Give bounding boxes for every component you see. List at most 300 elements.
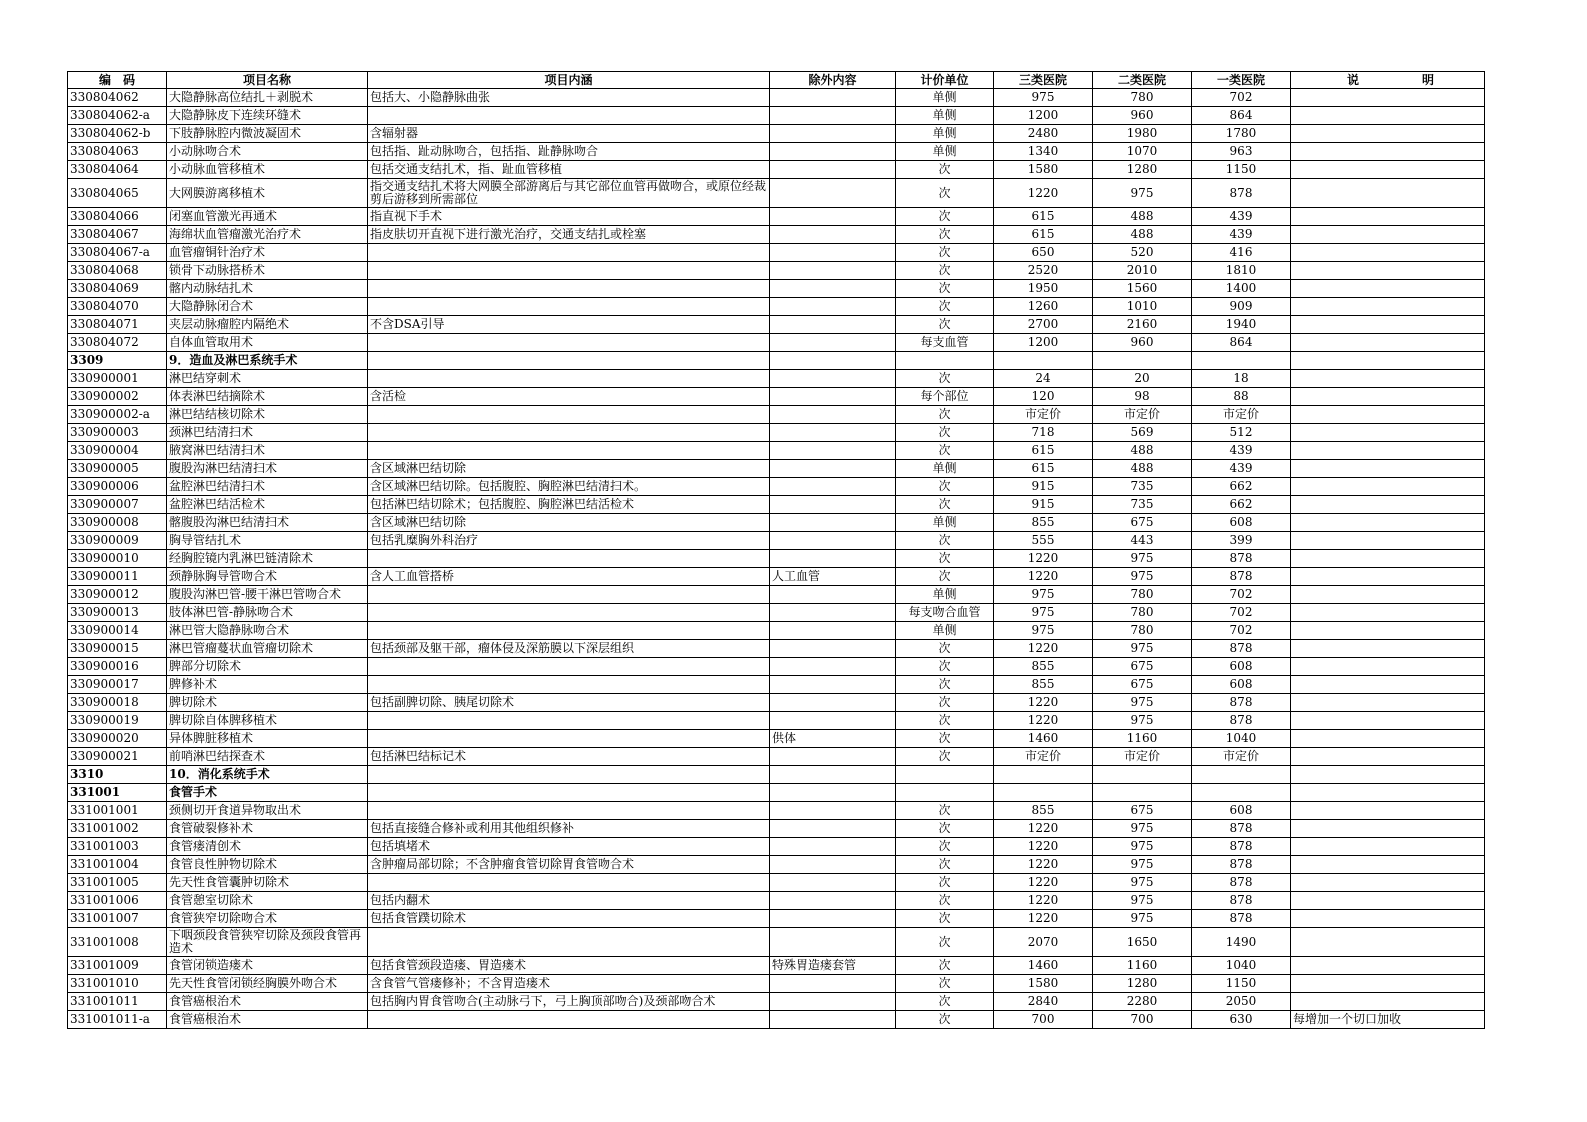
cell-note <box>1291 298 1485 316</box>
cell-exclude: 人工血管 <box>770 568 896 586</box>
cell-hosp3-price: 1580 <box>994 975 1093 993</box>
cell-hosp2-price: 443 <box>1093 532 1192 550</box>
header-code: 编 码 <box>68 72 167 89</box>
cell-note <box>1291 496 1485 514</box>
cell-hosp2-price: 975 <box>1093 640 1192 658</box>
cell-hosp1-price: 88 <box>1192 388 1291 406</box>
cell-hosp3-price: 915 <box>994 496 1093 514</box>
cell-hosp1-price <box>1192 352 1291 370</box>
cell-hosp1-price: 512 <box>1192 424 1291 442</box>
table-row <box>68 125 1485 143</box>
cell-unit: 次 <box>896 928 994 957</box>
cell-name: 腋窝淋巴结清扫术 <box>167 442 368 460</box>
cell-content <box>368 1011 770 1029</box>
cell-code: 330900004 <box>68 442 167 460</box>
cell-code: 330804062-b <box>68 125 167 143</box>
cell-content <box>368 730 770 748</box>
cell-exclude <box>770 388 896 406</box>
cell-hosp1-price: 市定价 <box>1192 748 1291 766</box>
cell-code: 331001011 <box>68 993 167 1011</box>
cell-hosp1-price: 1040 <box>1192 730 1291 748</box>
cell-content <box>368 676 770 694</box>
cell-note <box>1291 406 1485 424</box>
cell-unit: 次 <box>896 442 994 460</box>
header-note-left: 说 <box>1347 72 1360 87</box>
table-row <box>68 993 1485 1011</box>
cell-note <box>1291 280 1485 298</box>
cell-note <box>1291 334 1485 352</box>
cell-hosp2-price: 488 <box>1093 208 1192 226</box>
cell-content: 含人工血管搭桥 <box>368 568 770 586</box>
cell-exclude: 供体 <box>770 730 896 748</box>
cell-content: 包括副脾切除、胰尾切除术 <box>368 694 770 712</box>
cell-note <box>1291 316 1485 334</box>
cell-hosp2-price: 98 <box>1093 388 1192 406</box>
cell-note <box>1291 748 1485 766</box>
cell-unit: 次 <box>896 532 994 550</box>
cell-hosp1-price: 878 <box>1192 838 1291 856</box>
cell-content <box>368 298 770 316</box>
cell-exclude <box>770 1011 896 1029</box>
cell-content: 不含DSA引导 <box>368 316 770 334</box>
cell-name: 小动脉吻合术 <box>167 143 368 161</box>
cell-note <box>1291 712 1485 730</box>
cell-hosp3-price: 855 <box>994 802 1093 820</box>
table-row <box>68 820 1485 838</box>
table-row <box>68 244 1485 262</box>
cell-note <box>1291 89 1485 107</box>
table-row <box>68 856 1485 874</box>
cell-unit: 次 <box>896 802 994 820</box>
cell-code: 330900011 <box>68 568 167 586</box>
cell-hosp1-price: 1150 <box>1192 975 1291 993</box>
cell-name: 9．造血及淋巴系统手术 <box>167 352 368 370</box>
cell-hosp1-price: 702 <box>1192 622 1291 640</box>
cell-code: 330900002-a <box>68 406 167 424</box>
cell-code: 331001008 <box>68 928 167 957</box>
cell-unit: 次 <box>896 748 994 766</box>
cell-unit: 次 <box>896 820 994 838</box>
cell-code: 3309 <box>68 352 167 370</box>
cell-hosp3-price: 1220 <box>994 820 1093 838</box>
cell-exclude <box>770 280 896 298</box>
cell-content: 指皮肤切开直视下进行激光治疗，交通支结扎或栓塞 <box>368 226 770 244</box>
cell-unit <box>896 352 994 370</box>
table-row <box>68 532 1485 550</box>
cell-note <box>1291 928 1485 957</box>
cell-hosp3-price: 975 <box>994 604 1093 622</box>
cell-hosp1-price: 878 <box>1192 550 1291 568</box>
cell-exclude <box>770 676 896 694</box>
cell-code: 331001007 <box>68 910 167 928</box>
cell-code: 3310 <box>68 766 167 784</box>
cell-hosp1-price: 399 <box>1192 532 1291 550</box>
cell-name: 先天性食管囊肿切除术 <box>167 874 368 892</box>
cell-code: 330900009 <box>68 532 167 550</box>
cell-unit: 次 <box>896 568 994 586</box>
cell-code: 330900010 <box>68 550 167 568</box>
cell-content: 包括内翻术 <box>368 892 770 910</box>
table-row <box>68 730 1485 748</box>
cell-hosp1-price: 878 <box>1192 712 1291 730</box>
cell-content <box>368 658 770 676</box>
cell-hosp2-price: 1070 <box>1093 143 1192 161</box>
cell-hosp3-price: 1220 <box>994 640 1093 658</box>
cell-note <box>1291 892 1485 910</box>
cell-hosp1-price: 608 <box>1192 802 1291 820</box>
cell-content <box>368 352 770 370</box>
cell-note <box>1291 532 1485 550</box>
cell-hosp3-price: 700 <box>994 1011 1093 1029</box>
cell-unit: 次 <box>896 262 994 280</box>
cell-note <box>1291 910 1485 928</box>
cell-code: 330900018 <box>68 694 167 712</box>
cell-hosp1-price: 608 <box>1192 676 1291 694</box>
cell-name: 腹股沟淋巴结清扫术 <box>167 460 368 478</box>
cell-hosp1-price: 2050 <box>1192 993 1291 1011</box>
cell-exclude <box>770 993 896 1011</box>
cell-hosp1-price: 608 <box>1192 514 1291 532</box>
table-row <box>68 658 1485 676</box>
cell-note <box>1291 622 1485 640</box>
cell-hosp3-price: 975 <box>994 622 1093 640</box>
cell-code: 330900005 <box>68 460 167 478</box>
table-row <box>68 604 1485 622</box>
cell-content <box>368 622 770 640</box>
cell-hosp3-price: 2480 <box>994 125 1093 143</box>
cell-hosp2-price: 2160 <box>1093 316 1192 334</box>
cell-note <box>1291 568 1485 586</box>
table-row <box>68 316 1485 334</box>
cell-content: 包括乳糜胸外科治疗 <box>368 532 770 550</box>
table-row <box>68 640 1485 658</box>
cell-note <box>1291 143 1485 161</box>
cell-unit: 次 <box>896 910 994 928</box>
cell-hosp2-price: 市定价 <box>1093 406 1192 424</box>
cell-exclude <box>770 694 896 712</box>
cell-exclude <box>770 514 896 532</box>
cell-name: 经胸腔镜内乳淋巴链清除术 <box>167 550 368 568</box>
cell-unit: 单侧 <box>896 89 994 107</box>
cell-hosp2-price: 975 <box>1093 550 1192 568</box>
cell-hosp2-price: 960 <box>1093 334 1192 352</box>
table-row <box>68 802 1485 820</box>
cell-content <box>368 442 770 460</box>
cell-hosp3-price: 855 <box>994 514 1093 532</box>
cell-hosp3-price: 1220 <box>994 892 1093 910</box>
cell-exclude <box>770 107 896 125</box>
cell-code: 331001004 <box>68 856 167 874</box>
cell-hosp3-price <box>994 784 1093 802</box>
cell-note <box>1291 460 1485 478</box>
cell-hosp3-price: 1220 <box>994 179 1093 208</box>
cell-hosp3-price: 1220 <box>994 694 1093 712</box>
cell-name: 髂腹股沟淋巴结清扫术 <box>167 514 368 532</box>
cell-unit: 次 <box>896 406 994 424</box>
cell-hosp1-price: 1490 <box>1192 928 1291 957</box>
cell-unit: 次 <box>896 161 994 179</box>
cell-hosp3-price: 2520 <box>994 262 1093 280</box>
cell-hosp3-price: 1220 <box>994 856 1093 874</box>
cell-code: 330804062 <box>68 89 167 107</box>
cell-hosp1-price: 1040 <box>1192 957 1291 975</box>
cell-hosp2-price: 780 <box>1093 586 1192 604</box>
cell-content: 含食管气管瘘修补；不含胃造瘘术 <box>368 975 770 993</box>
cell-hosp3-price: 1460 <box>994 730 1093 748</box>
cell-hosp3-price: 1220 <box>994 568 1093 586</box>
cell-name: 下肢静脉腔内微波凝固术 <box>167 125 368 143</box>
cell-hosp1-price: 市定价 <box>1192 406 1291 424</box>
cell-name: 食管手术 <box>167 784 368 802</box>
cell-code: 330900007 <box>68 496 167 514</box>
cell-note <box>1291 107 1485 125</box>
cell-unit: 单侧 <box>896 107 994 125</box>
cell-content <box>368 802 770 820</box>
cell-name: 淋巴管大隐静脉吻合术 <box>167 622 368 640</box>
cell-unit: 次 <box>896 478 994 496</box>
cell-exclude <box>770 161 896 179</box>
cell-exclude <box>770 334 896 352</box>
cell-note <box>1291 957 1485 975</box>
cell-exclude <box>770 892 896 910</box>
cell-hosp3-price: 120 <box>994 388 1093 406</box>
cell-note <box>1291 244 1485 262</box>
cell-code: 330900003 <box>68 424 167 442</box>
cell-exclude <box>770 640 896 658</box>
cell-content: 包括大、小隐静脉曲张 <box>368 89 770 107</box>
cell-hosp1-price: 439 <box>1192 442 1291 460</box>
cell-hosp2-price: 1010 <box>1093 298 1192 316</box>
cell-hosp3-price: 1220 <box>994 910 1093 928</box>
cell-hosp2-price: 675 <box>1093 676 1192 694</box>
cell-hosp3-price: 615 <box>994 460 1093 478</box>
cell-hosp3-price: 2700 <box>994 316 1093 334</box>
cell-hosp2-price: 675 <box>1093 802 1192 820</box>
cell-note <box>1291 442 1485 460</box>
cell-code: 330900013 <box>68 604 167 622</box>
cell-hosp2-price: 975 <box>1093 179 1192 208</box>
cell-content <box>368 766 770 784</box>
cell-hosp3-price: 615 <box>994 208 1093 226</box>
cell-hosp1-price: 1150 <box>1192 161 1291 179</box>
cell-hosp2-price: 1160 <box>1093 730 1192 748</box>
cell-name: 小动脉血管移植术 <box>167 161 368 179</box>
cell-hosp2-price: 780 <box>1093 89 1192 107</box>
cell-exclude: 特殊胃造瘘套管 <box>770 957 896 975</box>
cell-hosp2-price: 675 <box>1093 514 1192 532</box>
cell-hosp3-price: 1950 <box>994 280 1093 298</box>
cell-hosp3-price: 2840 <box>994 993 1093 1011</box>
cell-content <box>368 370 770 388</box>
cell-hosp1-price: 878 <box>1192 640 1291 658</box>
cell-unit: 次 <box>896 424 994 442</box>
cell-hosp2-price <box>1093 766 1192 784</box>
cell-name: 胸导管结扎术 <box>167 532 368 550</box>
table-row <box>68 406 1485 424</box>
table-row <box>68 748 1485 766</box>
table-row <box>68 89 1485 107</box>
cell-hosp3-price <box>994 352 1093 370</box>
cell-note <box>1291 838 1485 856</box>
cell-hosp1-price: 702 <box>1192 604 1291 622</box>
cell-hosp2-price: 780 <box>1093 622 1192 640</box>
cell-code: 331001011-a <box>68 1011 167 1029</box>
table-body <box>68 89 1485 1029</box>
cell-exclude <box>770 766 896 784</box>
cell-exclude <box>770 478 896 496</box>
cell-name: 髂内动脉结扎术 <box>167 280 368 298</box>
section-row <box>68 766 1485 784</box>
cell-exclude <box>770 856 896 874</box>
cell-content <box>368 424 770 442</box>
cell-note: 每增加一个切口加收 <box>1291 1011 1485 1029</box>
cell-content <box>368 406 770 424</box>
cell-unit: 次 <box>896 316 994 334</box>
cell-exclude <box>770 352 896 370</box>
cell-hosp3-price: 2070 <box>994 928 1093 957</box>
cell-content: 包括食管颈段造瘘、胃造瘘术 <box>368 957 770 975</box>
cell-hosp2-price: 975 <box>1093 892 1192 910</box>
cell-note <box>1291 352 1485 370</box>
cell-hosp3-price: 1260 <box>994 298 1093 316</box>
cell-code: 330900006 <box>68 478 167 496</box>
cell-hosp3-price: 1220 <box>994 874 1093 892</box>
cell-hosp3-price: 1580 <box>994 161 1093 179</box>
table-row <box>68 838 1485 856</box>
cell-hosp2-price: 975 <box>1093 568 1192 586</box>
cell-hosp1-price: 878 <box>1192 856 1291 874</box>
cell-name: 海绵状血管瘤激光治疗术 <box>167 226 368 244</box>
section-row <box>68 784 1485 802</box>
cell-unit: 次 <box>896 640 994 658</box>
cell-hosp1-price: 702 <box>1192 586 1291 604</box>
cell-hosp3-price: 975 <box>994 89 1093 107</box>
cell-code: 331001006 <box>68 892 167 910</box>
cell-name: 血管瘤铜针治疗术 <box>167 244 368 262</box>
cell-hosp1-price: 439 <box>1192 460 1291 478</box>
cell-hosp2-price: 2280 <box>1093 993 1192 1011</box>
cell-exclude <box>770 125 896 143</box>
cell-content: 含区域淋巴结切除 <box>368 514 770 532</box>
cell-hosp2-price: 1650 <box>1093 928 1192 957</box>
cell-code: 330804071 <box>68 316 167 334</box>
cell-unit: 每个部位 <box>896 388 994 406</box>
cell-code: 330900017 <box>68 676 167 694</box>
cell-exclude <box>770 460 896 478</box>
cell-name: 食管癌根治术 <box>167 993 368 1011</box>
table-row <box>68 568 1485 586</box>
cell-code: 331001009 <box>68 957 167 975</box>
table-row <box>68 550 1485 568</box>
cell-hosp3-price: 975 <box>994 586 1093 604</box>
cell-hosp3-price: 1460 <box>994 957 1093 975</box>
cell-note <box>1291 586 1485 604</box>
cell-unit: 每支吻合血管 <box>896 604 994 622</box>
cell-hosp2-price: 700 <box>1093 1011 1192 1029</box>
table-row <box>68 388 1485 406</box>
cell-hosp3-price: 1220 <box>994 712 1093 730</box>
cell-name: 大隐静脉高位结扎＋剥脱术 <box>167 89 368 107</box>
table-row <box>68 712 1485 730</box>
cell-hosp3-price: 1340 <box>994 143 1093 161</box>
cell-name: 盆腔淋巴结清扫术 <box>167 478 368 496</box>
cell-name: 下咽颈段食管狭窄切除及颈段食管再造术 <box>167 928 368 957</box>
cell-unit: 次 <box>896 550 994 568</box>
cell-unit <box>896 766 994 784</box>
cell-hosp3-price: 市定价 <box>994 748 1093 766</box>
cell-exclude <box>770 586 896 604</box>
cell-name: 颈侧切开食道异物取出术 <box>167 802 368 820</box>
header-exclude: 除外内容 <box>770 72 896 89</box>
cell-content: 含区域淋巴结切除。包括腹腔、胸腔淋巴结清扫术。 <box>368 478 770 496</box>
cell-code: 330900008 <box>68 514 167 532</box>
cell-unit: 每支血管 <box>896 334 994 352</box>
cell-content: 包括食管蹼切除术 <box>368 910 770 928</box>
cell-exclude <box>770 226 896 244</box>
table-row <box>68 370 1485 388</box>
cell-note <box>1291 424 1485 442</box>
table-row <box>68 622 1485 640</box>
cell-code: 330804070 <box>68 298 167 316</box>
cell-content: 包括交通支结扎术，指、趾血管移植 <box>368 161 770 179</box>
cell-unit: 次 <box>896 730 994 748</box>
cell-exclude <box>770 262 896 280</box>
cell-name: 脾部分切除术 <box>167 658 368 676</box>
cell-hosp2-price: 488 <box>1093 460 1192 478</box>
cell-hosp2-price: 975 <box>1093 910 1192 928</box>
cell-content: 包括填堵术 <box>368 838 770 856</box>
cell-unit: 次 <box>896 226 994 244</box>
cell-hosp1-price <box>1192 784 1291 802</box>
cell-name: 淋巴管瘤蔓状血管瘤切除术 <box>167 640 368 658</box>
cell-code: 330804062-a <box>68 107 167 125</box>
cell-hosp2-price: 20 <box>1093 370 1192 388</box>
cell-hosp3-price: 855 <box>994 658 1093 676</box>
cell-content: 含活检 <box>368 388 770 406</box>
cell-name: 盆腔淋巴结活检术 <box>167 496 368 514</box>
cell-unit: 次 <box>896 496 994 514</box>
cell-note <box>1291 478 1485 496</box>
cell-unit: 单侧 <box>896 514 994 532</box>
cell-exclude <box>770 910 896 928</box>
cell-unit: 单侧 <box>896 586 994 604</box>
cell-hosp3-price: 1220 <box>994 838 1093 856</box>
table-row <box>68 478 1485 496</box>
table-row <box>68 957 1485 975</box>
header-hosp2: 二类医院 <box>1093 72 1192 89</box>
header-name: 项目名称 <box>167 72 368 89</box>
cell-exclude <box>770 532 896 550</box>
cell-unit: 单侧 <box>896 143 994 161</box>
cell-name: 10．消化系统手术 <box>167 766 368 784</box>
cell-exclude <box>770 550 896 568</box>
cell-hosp1-price: 1940 <box>1192 316 1291 334</box>
cell-content <box>368 586 770 604</box>
cell-hosp1-price: 630 <box>1192 1011 1291 1029</box>
table-row <box>68 280 1485 298</box>
cell-unit: 次 <box>896 1011 994 1029</box>
table-row <box>68 107 1485 125</box>
table-row <box>68 496 1485 514</box>
cell-content <box>368 928 770 957</box>
cell-note <box>1291 640 1485 658</box>
cell-exclude <box>770 424 896 442</box>
cell-note <box>1291 208 1485 226</box>
cell-code: 330900001 <box>68 370 167 388</box>
table-row <box>68 298 1485 316</box>
cell-note <box>1291 658 1485 676</box>
cell-note <box>1291 161 1485 179</box>
